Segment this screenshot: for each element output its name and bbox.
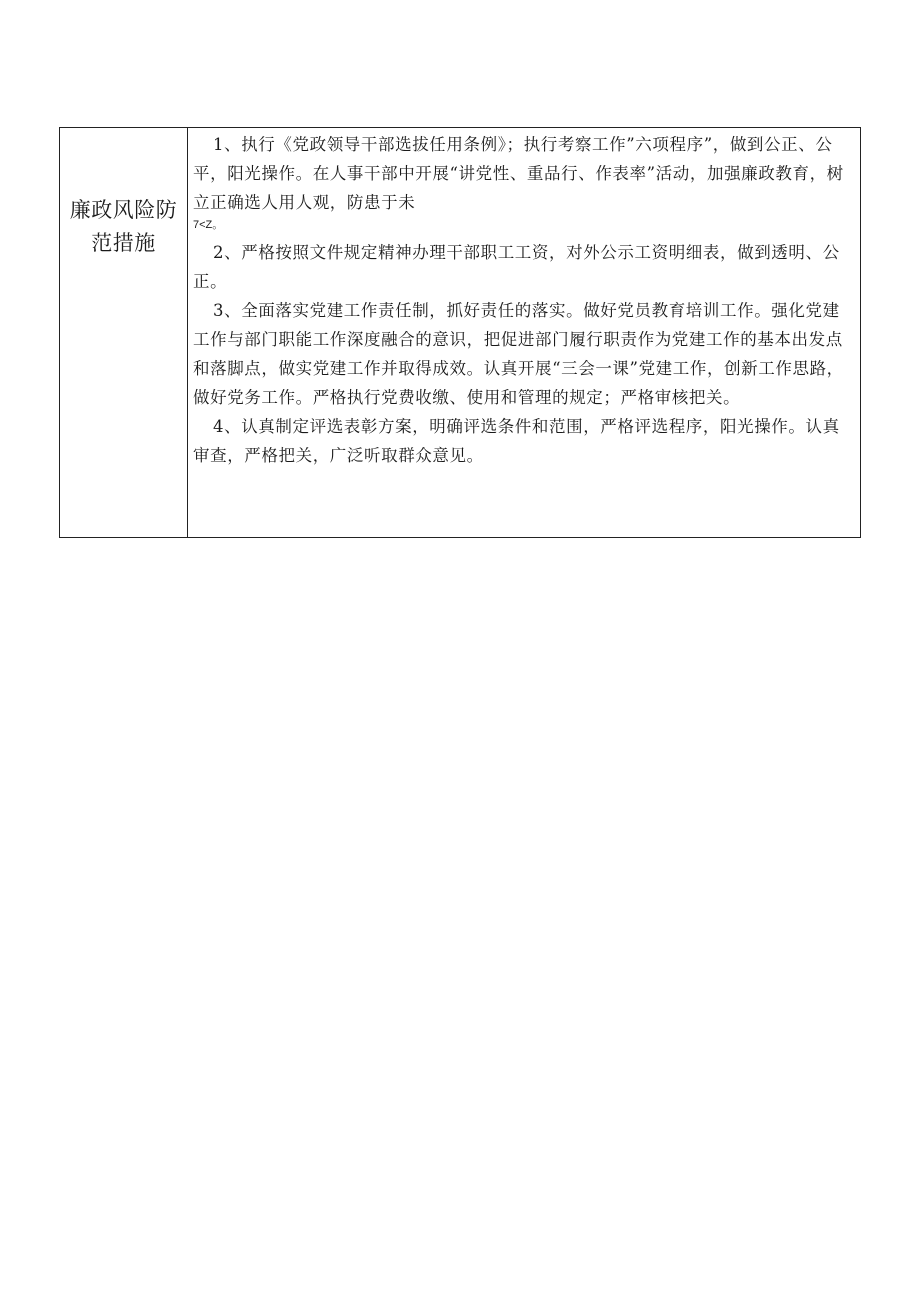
measure-number: 1、 bbox=[213, 135, 242, 154]
measure-item-3 bbox=[193, 296, 854, 412]
measure-item-1 bbox=[193, 130, 854, 217]
measure-item-2 bbox=[193, 238, 854, 296]
measure-number: 2、 bbox=[213, 243, 242, 262]
label-cell bbox=[60, 128, 188, 537]
measure-text: 认真制定评选表彰方案，明确评选条件和范围，严格评选程序，阳光操作。认真审查，严格把关，广泛听取群众意见。 bbox=[193, 417, 840, 465]
measure-text: 执行《党政领导干部选拔任用条例》；执行考察工作”六项程序”，做到公正、公平，阳光操作。在人事干部中开展“讲党性、重品行、作表率”活动，加强廉政教育，树立正确选人用人观，防患于未 bbox=[193, 135, 844, 212]
content-cell bbox=[188, 128, 860, 537]
measure-number: 4、 bbox=[213, 417, 242, 436]
ocr-artifact-text: 7<Z。 bbox=[193, 219, 224, 231]
measure-number: 3、 bbox=[213, 301, 242, 320]
measure-text: 全面落实党建工作责任制，抓好责任的落实。做好党员教育培训工作。强化党建工作与部门职能工作深度融合的意识，把促进部门履行职责作为党建工作的基本出发点和落脚点，做实党建工作并取得成效。认真开展“三会一课”党建工作，创新工作思路，做好党务工作。严格执行党费收缴、使用和管理的规定；严格审核把关。 bbox=[193, 301, 844, 407]
row-label: 廉政风险防范措施 bbox=[69, 198, 178, 255]
measure-item-4 bbox=[193, 412, 854, 470]
measures-table bbox=[59, 127, 861, 538]
measure-text: 严格按照文件规定精神办理干部职工工资，对外公示工资明细表，做到透明、公正。 bbox=[193, 243, 840, 291]
